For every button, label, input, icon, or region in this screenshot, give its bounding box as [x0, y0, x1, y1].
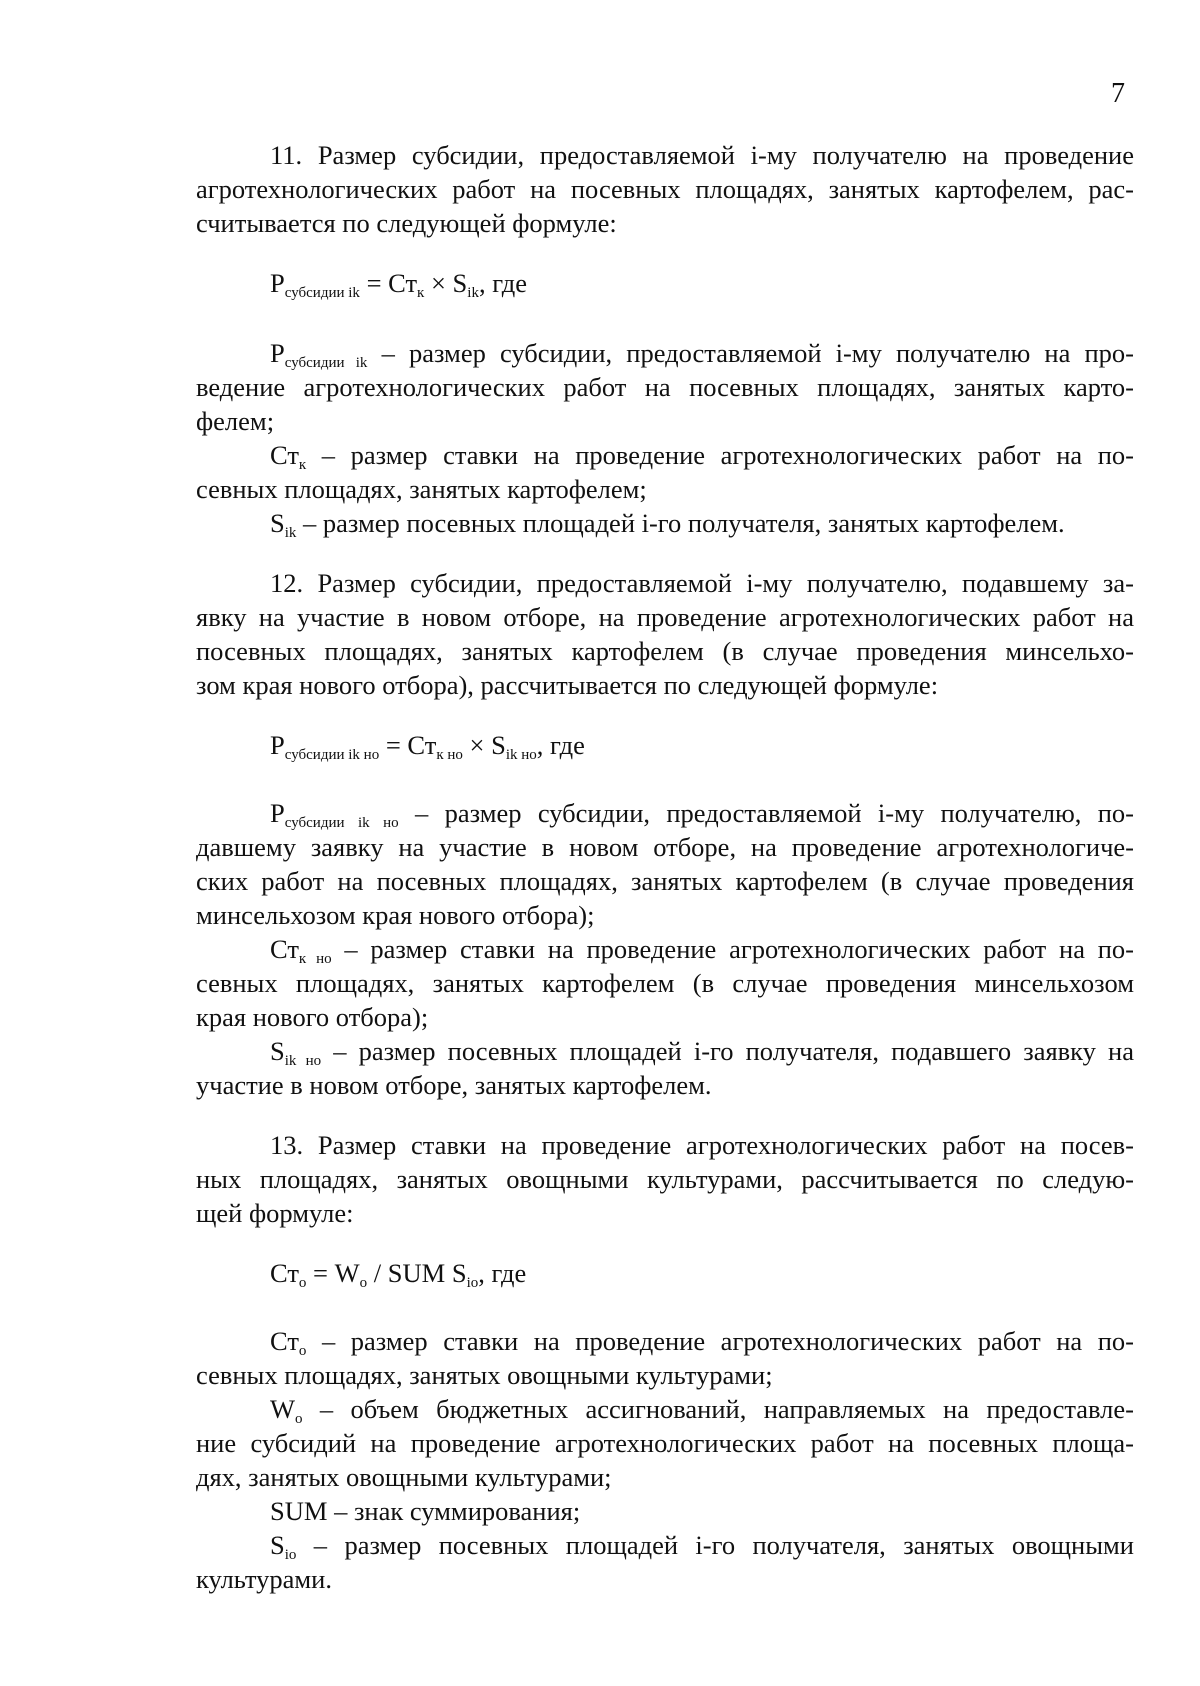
definition-subscript: к но — [298, 951, 332, 967]
formula-text: , где — [536, 730, 585, 760]
formula-1 — [270, 266, 527, 305]
formula-3 — [270, 1256, 526, 1295]
formula-subscript: о — [298, 1275, 307, 1291]
definition-subscript: к — [298, 457, 307, 473]
definition-line: севных площадях, занятых овощными культурами; — [196, 1360, 773, 1390]
paragraph-12-line: зом края нового отбора), рассчитывается по следующей формуле: — [196, 670, 939, 700]
definition-symbol: P — [270, 798, 285, 828]
definition-text: – размер субсидии, предоставляемой i-му получателю на про- — [367, 338, 1134, 368]
paragraph-11-line: считывается по следующей формуле: — [196, 208, 617, 238]
definition-line: ние субсидий на проведение агротехнологических работ на посевных площа- — [196, 1428, 1134, 1458]
definition-line — [270, 1528, 1134, 1567]
definition-text: – размер посевных площадей i-го получателя, подавшего заявку на — [321, 1036, 1134, 1066]
page-number: 7 — [1111, 78, 1125, 109]
paragraph-11-line: 11. Размер субсидии, предоставляемой i-му получателю на проведение — [270, 140, 1134, 170]
formula-subscript: субсидии ik — [284, 285, 360, 301]
definition-subscript: субсидии ik но — [284, 815, 399, 831]
formula-subscript: ik но — [505, 747, 537, 763]
definition-line: минсельхозом края нового отбора); — [196, 900, 595, 930]
paragraph-12-line: 12. Размер субсидии, предоставляемой i-му получателю, подавшему за- — [270, 568, 1134, 598]
formula-symbol: = Ст — [359, 268, 418, 298]
definition-line: края нового отбора); — [196, 1002, 429, 1032]
definition-symbol: S — [270, 1036, 285, 1066]
formula-symbol: / SUM S — [367, 1258, 467, 1288]
definition-text: – размер субсидии, предоставляемой i-му получателю, по- — [398, 798, 1135, 828]
definition-subscript: ik но — [284, 1053, 322, 1069]
definition-text: – размер ставки на проведение агротехнологических работ на по- — [306, 440, 1134, 470]
formula-subscript: о — [359, 1275, 368, 1291]
formula-symbol: P — [270, 268, 285, 298]
definition-symbol: S — [270, 1530, 285, 1560]
definition-line: фелем; — [196, 406, 275, 436]
definition-line: культурами. — [196, 1564, 332, 1594]
definition-subscript: субсидии ik — [284, 355, 368, 371]
formula-symbol: × S — [424, 268, 468, 298]
definition-line: севных площадях, занятых картофелем; — [196, 474, 647, 504]
paragraph-13-line: ных площадях, занятых овощными культурами, рассчитывается по следую- — [196, 1164, 1134, 1194]
definition-subscript: io — [284, 1547, 297, 1563]
formula-symbol: P — [270, 730, 285, 760]
formula-text: , где — [478, 268, 527, 298]
formula-symbol: = W — [306, 1258, 360, 1288]
formula-subscript: ik — [467, 285, 479, 301]
definition-line: давшему заявку на участие в новом отборе, на проведение агротехнологиче- — [196, 832, 1134, 862]
formula-text: , где — [478, 1258, 527, 1288]
definition-line — [270, 506, 1065, 545]
formula-subscript: io — [466, 1275, 479, 1291]
definition-symbol: Ст — [270, 440, 299, 470]
formula-symbol: × S — [462, 730, 506, 760]
definition-line: SUM – знак суммирования; — [270, 1496, 581, 1526]
definition-symbol: Ст — [270, 1326, 299, 1356]
definition-text: – размер ставки на проведение агротехнологических работ на по- — [331, 934, 1134, 964]
paragraph-11-line: агротехнологических работ на посевных площадях, занятых картофелем, рас- — [196, 174, 1134, 204]
formula-symbol: Ст — [270, 1258, 299, 1288]
formula-subscript: к — [417, 285, 425, 301]
definition-text: – размер посевных площадей i-го получателя, занятых картофелем. — [296, 508, 1065, 538]
definition-line: севных площадях, занятых картофелем (в случае проведения минсельхозом — [196, 968, 1134, 998]
definition-symbol: Ст — [270, 934, 299, 964]
definition-line: участие в новом отборе, занятых картофелем. — [196, 1070, 712, 1100]
definition-symbol: W — [270, 1394, 296, 1424]
formula-subscript: к но — [436, 747, 463, 763]
paragraph-13-line: 13. Размер ставки на проведение агротехнологических работ на посев- — [270, 1130, 1134, 1160]
paragraph-13-line: щей формуле: — [196, 1198, 354, 1228]
definition-subscript: ik — [284, 525, 297, 541]
paragraph-12-line: посевных площадях, занятых картофелем (в случае проведения минсельхо- — [196, 636, 1134, 666]
definition-text: – размер ставки на проведение агротехнологических работ на по- — [306, 1326, 1134, 1356]
definition-symbol: S — [270, 508, 285, 538]
definition-text: – объем бюджетных ассигнований, направляемых на предоставле- — [302, 1394, 1134, 1424]
definition-subscript: о — [295, 1411, 303, 1427]
definition-line: ских работ на посевных площадях, занятых картофелем (в случае проведения — [196, 866, 1134, 896]
formula-2 — [270, 728, 585, 767]
paragraph-12-line: явку на участие в новом отборе, на проведение агротехнологических работ на — [196, 602, 1134, 632]
formula-symbol: = Ст — [379, 730, 437, 760]
definition-subscript: о — [298, 1343, 307, 1359]
definition-line: ведение агротехнологических работ на посевных площадях, занятых карто- — [196, 372, 1134, 402]
formula-subscript: субсидии ik но — [284, 747, 380, 763]
definition-symbol: P — [270, 338, 285, 368]
definition-text: – размер посевных площадей i-го получателя, занятых овощными — [296, 1530, 1134, 1560]
definition-line: дях, занятых овощными культурами; — [196, 1462, 612, 1492]
